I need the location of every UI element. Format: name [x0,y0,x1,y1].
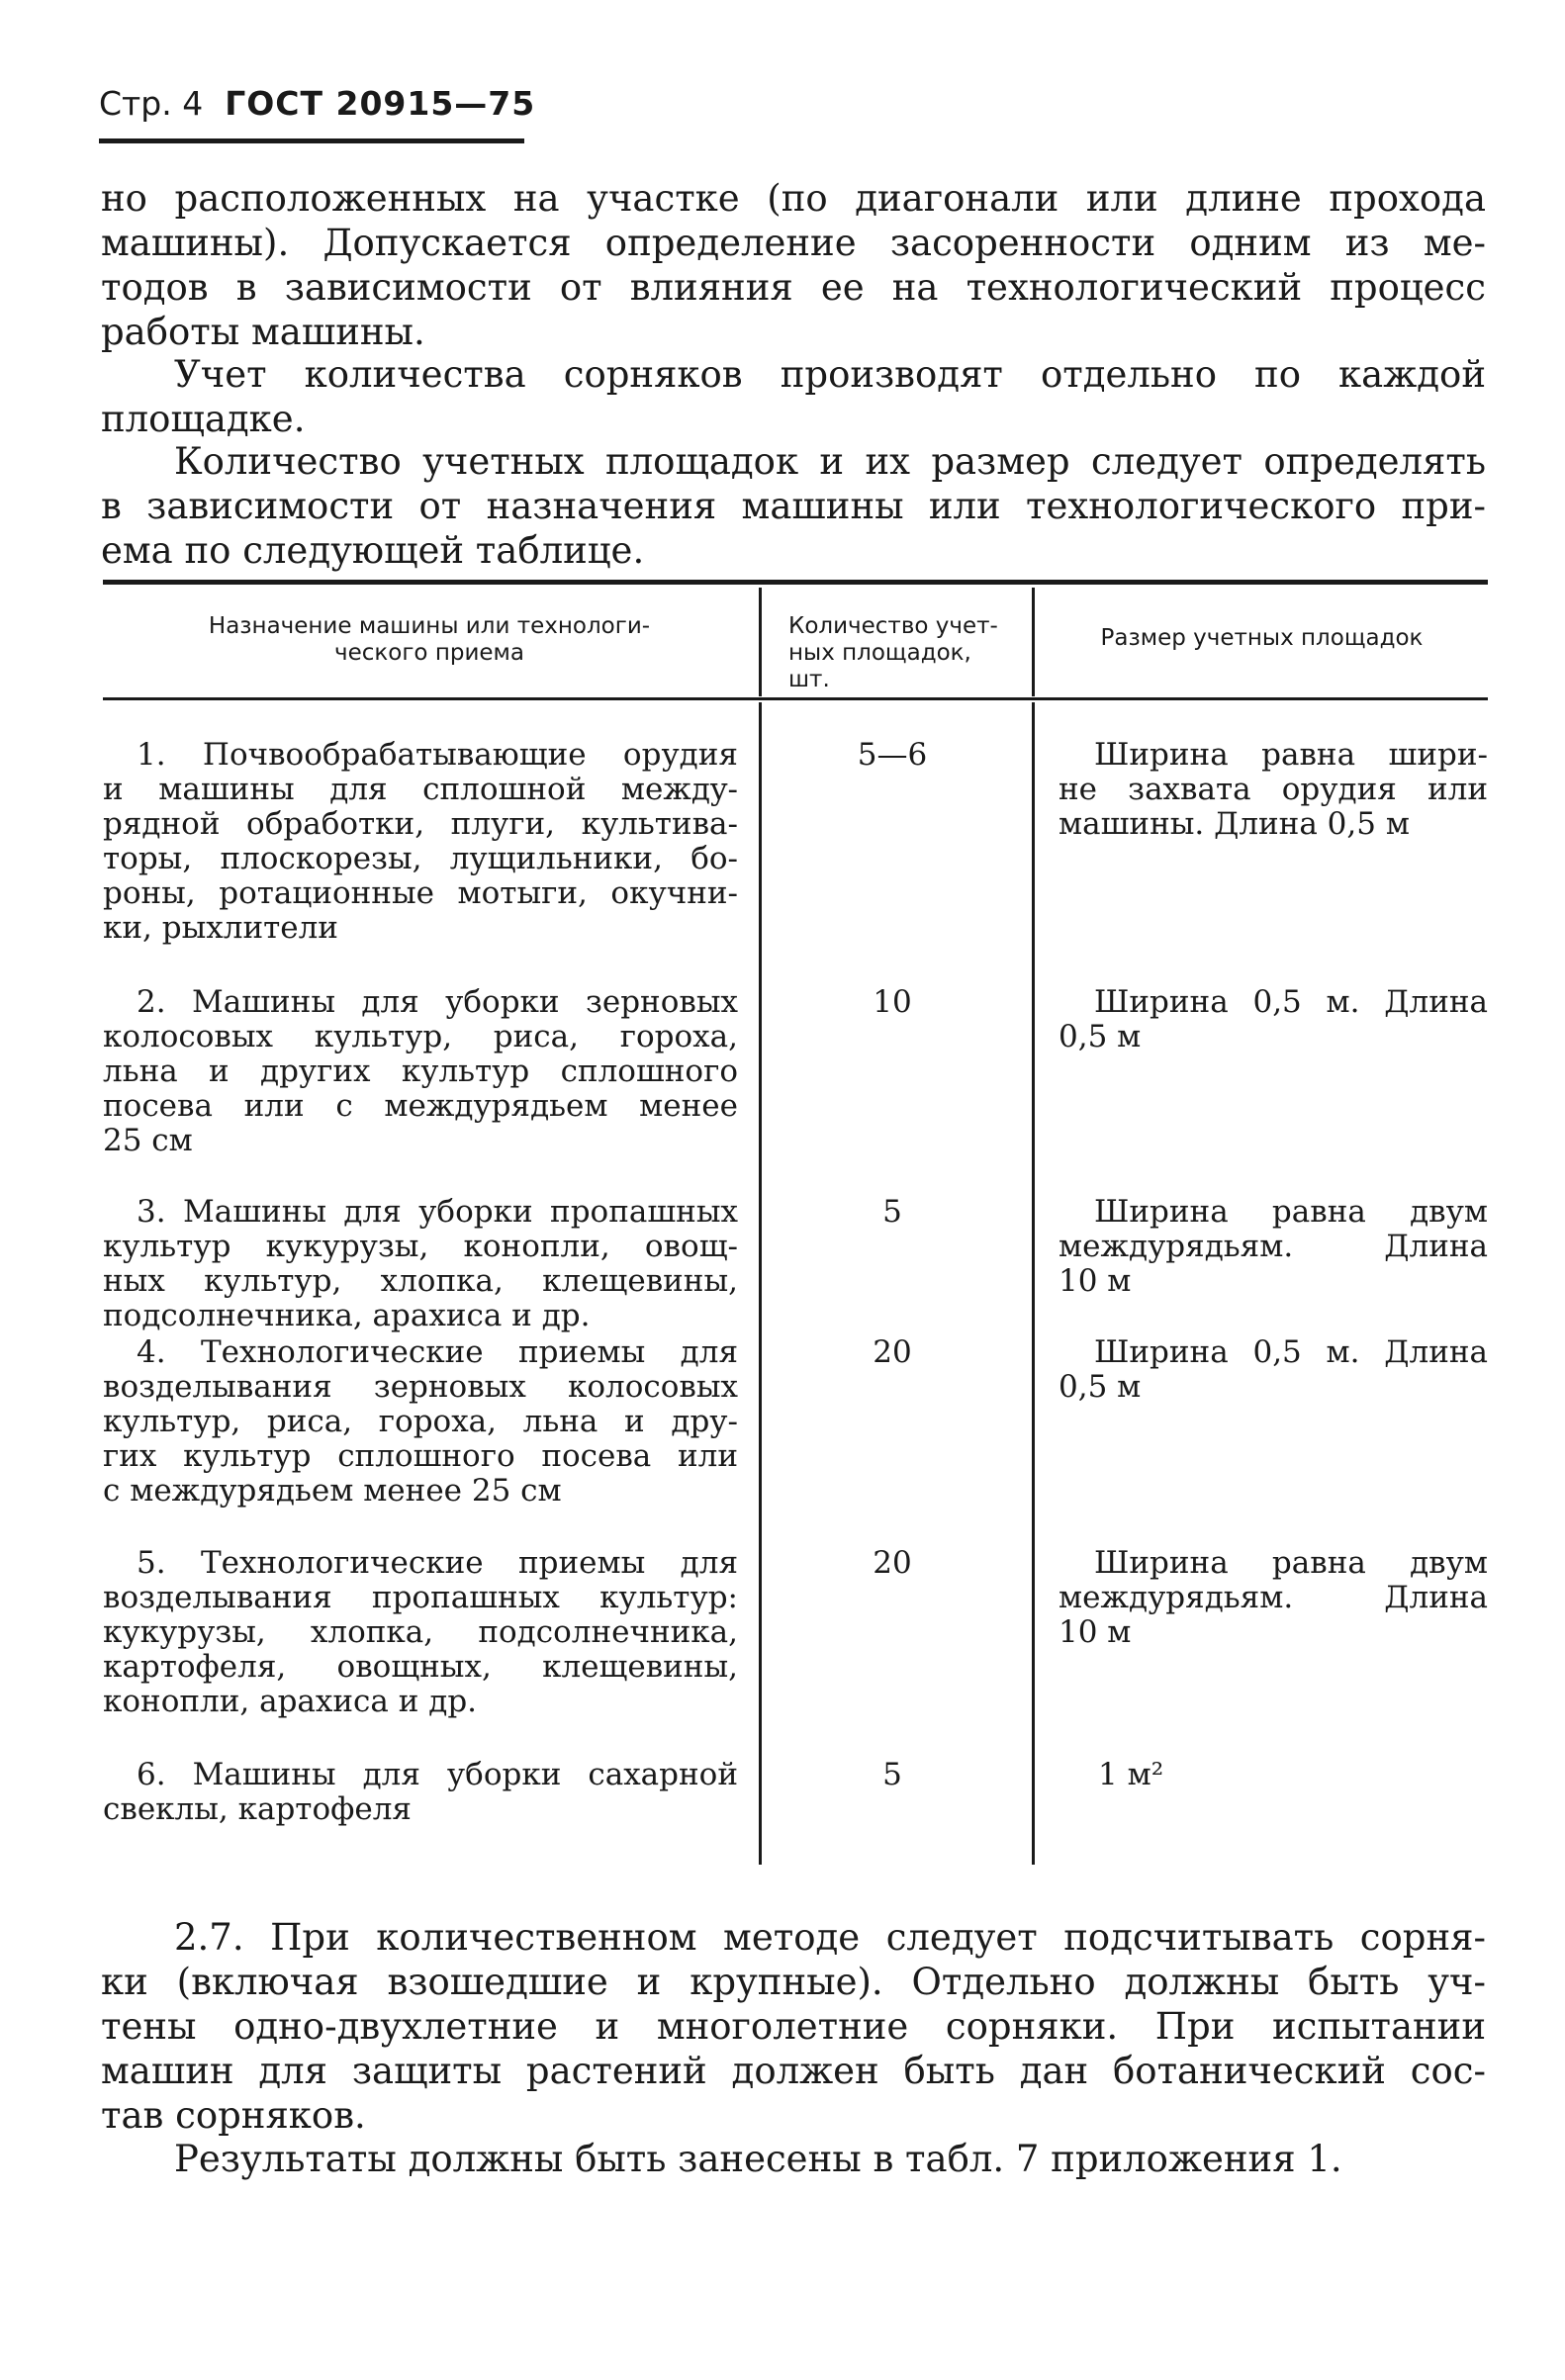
cell-line: междурядьям. Длина [1059,1229,1488,1264]
text-line: ема по следующей таблице. [101,529,645,572]
cell-line: 4. Технологические приемы для [137,1334,738,1370]
cell-line: междурядьям. Длина [1059,1580,1488,1615]
header-count [763,613,1030,693]
header-line: Назначение машины или технологи- [208,613,651,639]
cell-line: Ширина 0,5 м. Длина [1094,1334,1488,1370]
text-line: 2.7. При количественном методе следует подсчитывать сорня- [174,1916,1486,1959]
table-row-1-purpose [103,738,738,946]
cell-line: 2. Машины для уборки зерновых [137,984,738,1020]
cell-line: 3. Машины для уборки пропашных [137,1194,738,1230]
table-row-4-purpose [103,1335,738,1509]
header-purpose [103,613,756,667]
cell-line: 0,5 м [1059,1019,1142,1054]
intro-paragraph [101,176,1486,354]
cell-line: 10 м [1059,1614,1132,1650]
column-divider [1032,702,1035,1865]
cell-line: ки, рыхлители [103,910,338,946]
cell-line: кукурузы, хлопка, подсолнечника, [103,1614,738,1650]
text-line: работы машины. [101,311,425,353]
cell-line: и машины для сплошной междy- [103,772,738,807]
table-row-6-count: 5 [882,1757,902,1792]
cell-line: 25 см [103,1123,193,1158]
table-top-rule [103,580,1488,585]
cell-line: Ширина равна двум [1094,1545,1488,1581]
cell-line: конопли, арахиса и др. [103,1684,478,1719]
cell-line: 0,5 м [1059,1369,1142,1405]
cell-line: возделывания пропашных культур: [103,1580,738,1615]
header-line: Размер учетных площадок [1100,625,1424,651]
cell-line: с междурядьем менее 25 см [103,1473,562,1509]
cell-line: гих культур сплошного посева или [103,1438,738,1474]
header-line: ческого приема [334,640,524,666]
header-size [1036,625,1488,652]
cell-line: 5. Технологические приемы для [137,1545,738,1581]
cell-line: Ширина 0,5 м. Длина [1094,984,1488,1020]
table-row-1-count: 5—6 [857,737,928,773]
table-row-5-size [1059,1546,1488,1650]
cell-line: культур, риса, гороха, льна и дру- [103,1404,738,1439]
column-divider [1032,588,1035,696]
text-line: площадке. [101,398,306,440]
text-line: Количество учетных площадок и их размер следует определять [174,440,1486,483]
table-row-5-count: 20 [873,1545,912,1581]
table-row-2-purpose [103,985,738,1158]
paragraph-2-7 [101,1915,1486,2138]
cell-line: 1. Почвообрабатывающие орудия [137,737,738,773]
table-header-rule [103,697,1488,700]
table-row-3-count: 5 [882,1194,902,1230]
column-divider [759,588,762,696]
table-row-5-purpose [103,1546,738,1719]
cell-line: 6. Машины для уборки сахарной [137,1757,738,1792]
text-line: Учет количества сорняков производят отдельно по каждой [174,353,1486,396]
table-row-4-count: 20 [873,1334,912,1370]
text-line: в зависимости от назначения машины или технологического при- [101,485,1486,527]
header-rule [99,138,524,143]
cell-line: свеклы, картофеля [103,1791,412,1827]
cell-line: посева или с междурядьем менее [103,1088,738,1124]
cell-line: льна и других культур сплошного [103,1053,738,1089]
text-line: тав сорняков. [101,2094,366,2137]
paragraph-results [101,2137,1486,2181]
cell-line: роны, ротационные мотыги, окучни- [103,875,738,911]
cell-line: подсолнечника, арахиса и др. [103,1298,591,1333]
cell-line: не захвата орудия или [1059,772,1488,807]
table-row-6-purpose [103,1758,738,1827]
cell-line: картофеля, овощных, клещевины, [103,1649,738,1685]
header-line: ных площадок, [788,640,971,666]
text-line: Результаты должны быть занесены в табл. 7 приложения 1. [174,2138,1342,2180]
text-line: машины). Допускается определение засоренности одним из ме- [101,222,1486,264]
table-row-2-size [1059,985,1488,1054]
text-line: но расположенных на участке (по диагонали или длине прохода [101,177,1486,220]
cell-line: Ширина равна шири- [1094,737,1488,773]
cell-line: торы, плоскорезы, лущильники, бо- [103,841,738,876]
cell-line: ных культур, хлопка, клещевины, [103,1263,738,1299]
text-line: ки (включая взошедшие и крупные). Отдельно должны быть уч- [101,1961,1486,2003]
page-number: Стр. 4 [99,84,204,123]
text-line: машин для защиты растений должен быть дан ботанический сос- [101,2050,1486,2092]
paragraph-weed-count [101,352,1486,441]
cell-line: возделывания зерновых колосовых [103,1369,738,1405]
cell-line: Ширина равна двум [1094,1194,1488,1230]
cell-line: культур кукурузы, конопли, овощ- [103,1229,738,1264]
cell-line: колосовых культур, риса, гороха, [103,1019,738,1054]
table-row-4-size [1059,1335,1488,1405]
column-divider [759,702,762,1865]
table-row-3-purpose [103,1195,738,1333]
text-line: тены одно-двухлетние и многолетние сорняки. При испытании [101,2005,1486,2048]
page-header [99,84,536,123]
paragraph-plot-count [101,439,1486,573]
table-row-3-size [1059,1195,1488,1299]
cell-line: 10 м [1059,1263,1132,1299]
text-line: тодов в зависимости от влияния ее на технологический процесс [101,266,1486,309]
header-line: Количество учет- [788,613,998,639]
cell-line: рядной обработки, плуги, культива- [103,806,738,842]
table-row-6-size [1059,1758,1488,1792]
cell-line: 1 м² [1098,1757,1164,1792]
header-line: шт. [788,667,830,692]
table-row-1-size [1059,738,1488,842]
standard-code: ГОСТ 20915—75 [225,84,536,123]
table-row-2-count: 10 [873,984,912,1020]
cell-line: машины. Длина 0,5 м [1059,806,1410,842]
